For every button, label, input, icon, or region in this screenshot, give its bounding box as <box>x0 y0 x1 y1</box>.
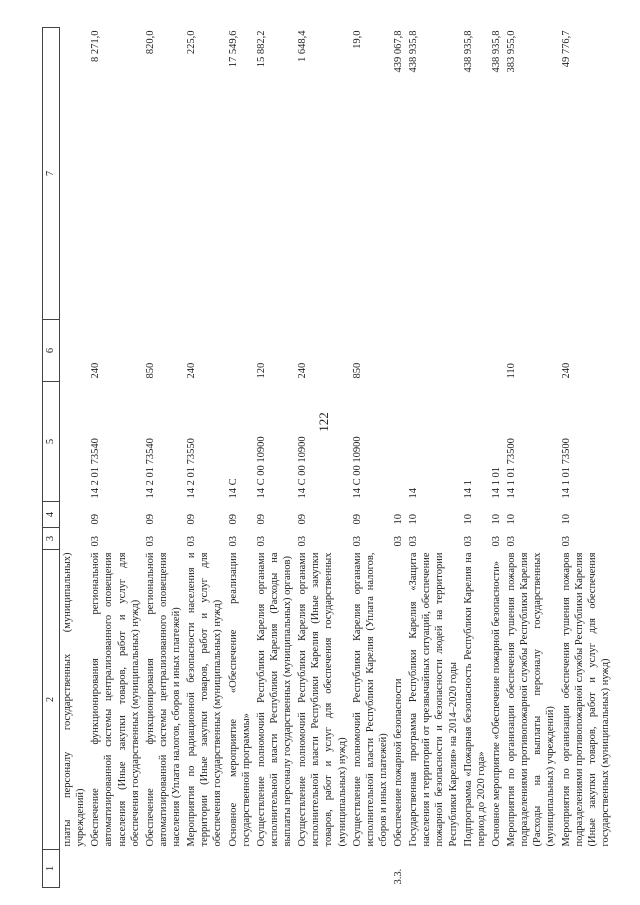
row-number <box>184 850 225 888</box>
row-target-article: 14 С 00 10900 <box>351 436 363 499</box>
row-number <box>226 850 254 888</box>
table-row <box>350 28 391 888</box>
row-subsection-code: 09 <box>255 514 267 525</box>
row-target-article: 14 1 01 73500 <box>560 438 572 499</box>
row-amount <box>60 28 89 320</box>
row-section-code: 03 <box>393 536 404 547</box>
table-row <box>88 28 143 888</box>
row-number <box>350 850 391 888</box>
row-section-code: 03 <box>227 536 239 547</box>
row-subsection-code: 09 <box>186 514 198 525</box>
row-subsection-code: 10 <box>490 514 502 525</box>
table-row <box>489 28 504 888</box>
header-col-1: 1 <box>43 850 60 888</box>
row-target-article: 14 С 00 10900 <box>297 436 309 499</box>
row-subsection-code: 09 <box>297 514 309 525</box>
row-target-article <box>391 382 406 502</box>
row-target-article: 14 1 01 73500 <box>506 438 517 499</box>
row-description: Подпрограмма «Пожарная безопасность Республики Карелия на период до 2020 года» <box>462 552 487 847</box>
row-target-article: 14 С <box>227 478 239 499</box>
row-expense-type <box>226 320 254 382</box>
row-number <box>489 850 504 888</box>
row-target-article: 14 1 <box>462 480 474 499</box>
row-subsection-code: 09 <box>351 514 363 525</box>
row-expense-type <box>60 320 89 382</box>
row-number <box>461 850 489 888</box>
page-number: 122 <box>316 412 331 432</box>
row-section-code: 03 <box>144 536 156 547</box>
row-amount: 8 271,0 <box>90 30 102 62</box>
row-section-code: 03 <box>297 536 309 547</box>
row-section-code: 03 <box>408 536 420 547</box>
row-amount: 438 935,8 <box>490 30 502 73</box>
table-row <box>295 28 350 888</box>
table-row <box>184 28 225 888</box>
row-section-code: 03 <box>462 536 474 547</box>
row-expense-type: 120 <box>255 362 267 379</box>
row-amount: 19,0 <box>351 30 363 49</box>
row-target-article: 14 2 01 73550 <box>186 438 198 499</box>
row-subsection-code: 10 <box>462 514 474 525</box>
row-amount: 383 955,0 <box>506 30 517 73</box>
rotated-table-page <box>42 28 622 888</box>
row-expense-type: 110 <box>506 363 517 379</box>
row-description: Осуществление полномочий Республики Карелия органами исполнительной власти Республики Карелия (Уплата налогов, сборов и иных платежей) <box>351 552 389 847</box>
row-description: Основное мероприятие «Обеспечение пожарной безопасности» <box>490 561 502 847</box>
row-expense-type <box>461 320 489 382</box>
table-row <box>60 28 89 888</box>
header-col-7: 7 <box>43 28 60 320</box>
row-subsection-code: 10 <box>393 514 404 525</box>
row-amount: 820,0 <box>144 30 156 55</box>
row-subsection-code: 09 <box>144 514 156 525</box>
row-amount: 438 935,8 <box>408 30 420 73</box>
row-description: Мероприятия по организации обеспечения тушения пожаров подразделениями противопожарной службы Республики Карелия (Расходы на выплаты персоналу государственных (муниципальных) учреждений) <box>506 552 557 847</box>
table-row <box>559 28 614 888</box>
row-section-code: 03 <box>560 536 572 547</box>
row-subsection-code <box>60 502 89 528</box>
row-description: Обеспечение функционирования региональной автоматизированной системы централизованного оповещения населения (Уплата налогов, сборов и иных платежей) <box>144 552 182 847</box>
row-amount: 439 067,8 <box>393 30 404 73</box>
row-amount: 15 882,2 <box>255 30 267 68</box>
row-target-article <box>60 382 89 502</box>
header-col-5: 5 <box>43 382 60 502</box>
row-subsection-code: 10 <box>560 514 572 525</box>
row-description: Осуществление полномочий Республики Карелия органами исполнительной власти Республики Карелия (Иные закупки товаров, работ и услуг для обеспечения государственных (муниципальных) нужд) <box>297 552 348 847</box>
table-row <box>461 28 489 888</box>
row-description: Основное мероприятие «Обеспечение реализации государственной программы» <box>227 552 252 847</box>
row-expense-type: 850 <box>351 362 363 379</box>
row-section-code: 03 <box>351 536 363 547</box>
row-expense-type: 240 <box>560 362 572 379</box>
row-expense-type: 240 <box>297 362 309 379</box>
row-section-code <box>60 528 89 550</box>
row-number <box>406 850 461 888</box>
row-section-code: 03 <box>490 536 502 547</box>
row-section-code: 03 <box>255 536 267 547</box>
row-amount: 438 935,8 <box>462 30 474 73</box>
row-section-code: 03 <box>506 536 517 547</box>
row-amount: 49 776,7 <box>560 30 572 68</box>
table-row <box>391 28 406 888</box>
row-target-article: 14 2 01 73540 <box>90 438 102 499</box>
row-subsection-code: 10 <box>408 514 420 525</box>
table-header-row <box>43 28 60 888</box>
table-row <box>254 28 295 888</box>
row-expense-type: 850 <box>144 362 156 379</box>
header-col-4: 4 <box>43 502 60 528</box>
row-subsection-code: 10 <box>506 514 517 525</box>
row-expense-type <box>406 320 461 382</box>
row-number <box>88 850 143 888</box>
row-description: Осуществление полномочий Республики Карелия органами исполнительной власти Республики Карелия (Расходы на выплаты персоналу государственных (муниципальных) органов) <box>255 552 293 847</box>
row-description: Государственная программа Республики Карелия «Защита населения и территорий от чрезвычайных ситуаций, обеспечение пожарной безопасности и безопасности людей на территории Республики Карелия» на 2014–2020 годы <box>408 552 459 847</box>
row-amount: 1 648,4 <box>297 30 309 62</box>
row-number <box>60 850 89 888</box>
row-target-article: 14 1 01 <box>490 467 502 499</box>
row-description: Мероприятия по организации обеспечения тушения пожаров подразделениями противопожарной службы Республики Карелия (Иные закупки товаров, работ и услуг для обеспечения государственных (муниципальных) нужд) <box>560 552 611 847</box>
row-subsection-code: 09 <box>90 514 102 525</box>
table-row <box>226 28 254 888</box>
budget-table <box>42 27 613 888</box>
row-section-code: 03 <box>90 536 102 547</box>
row-section-code: 03 <box>186 536 198 547</box>
row-amount: 17 549,6 <box>227 30 239 68</box>
row-number <box>143 850 184 888</box>
row-expense-type: 240 <box>90 362 102 379</box>
row-number <box>504 850 559 888</box>
table-row <box>504 28 559 888</box>
row-number <box>295 850 350 888</box>
table-row <box>143 28 184 888</box>
row-description: Обеспечение пожарной безопасности <box>393 678 404 847</box>
row-number <box>254 850 295 888</box>
row-description: платы персоналу государственных (муниципальных) учреждений) <box>62 552 87 847</box>
row-subsection-code: 09 <box>227 514 239 525</box>
header-col-3: 3 <box>43 528 60 550</box>
header-col-6: 6 <box>43 320 60 382</box>
header-col-2: 2 <box>43 550 60 850</box>
row-target-article: 14 2 01 73540 <box>144 438 156 499</box>
row-expense-type: 240 <box>186 362 198 379</box>
table-row <box>406 28 461 888</box>
row-expense-type <box>489 320 504 382</box>
row-description: Обеспечение функционирования региональной автоматизированной системы централизованного оповещения населения (Иные закупки товаров, работ и услуг для обеспечения государственных (муниципальных) нужд) <box>90 552 141 847</box>
row-expense-type <box>391 320 406 382</box>
row-target-article: 14 С 00 10900 <box>255 436 267 499</box>
row-target-article: 14 <box>408 488 420 499</box>
row-amount: 225,0 <box>186 30 198 55</box>
row-description: Мероприятия по радиационной безопасности населения и территории (Иные закупки товаров, работ и услуг для обеспечения государственных (муниципальных) нужд) <box>186 552 224 847</box>
row-number <box>559 850 614 888</box>
row-number: 3.3. <box>393 868 404 885</box>
